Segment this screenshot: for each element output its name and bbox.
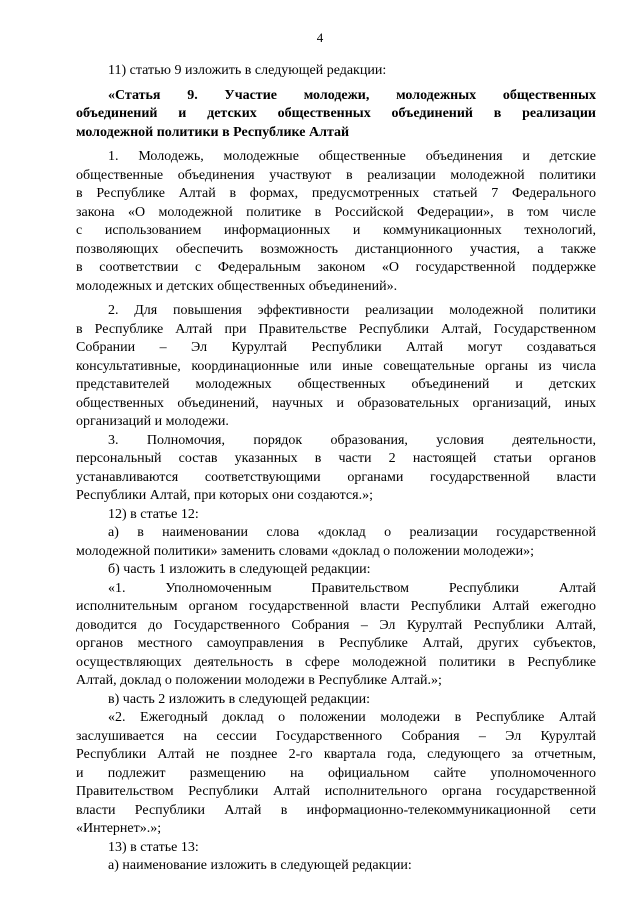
text-line: устанавливаются соответствующими органами государственной власти — [76, 469, 596, 485]
text-line: «Интернет».»; — [76, 821, 162, 836]
text-line: в) часть 2 изложить в следующей редакции: — [108, 691, 371, 707]
text-line: осуществляющих деятельность в сфере молодежной политики в Республике — [76, 654, 596, 670]
text-line: 1. Молодежь, молодежные общественные объединения и детские — [108, 149, 596, 164]
text-line: а) наименование изложить в следующей редакции: — [108, 858, 412, 873]
page-number: 4 — [316, 30, 324, 45]
text-line: Республики Алтай, при которых они создаются.»; — [76, 488, 373, 503]
text-line: в Республике Алтай при Правительстве Республики Алтай, Государственном — [76, 321, 596, 337]
text-line: доводится до Государственного Собрания – Эл Курултай Республики Алтай, — [76, 617, 596, 633]
text-line: молодежной политики в Республике Алтай — [76, 124, 350, 140]
text-line: в Республике Алтай в формах, предусмотренных статьей 7 Федерального — [76, 186, 596, 201]
text-line: Алтай, доклад о положении молодежи в Республике Алтай.»; — [76, 673, 442, 688]
text-line: организаций и молодежи. — [76, 414, 229, 429]
text-line: «1. Уполномоченным Правительством Республики Алтай — [108, 580, 596, 596]
text-line: «Статья 9. Участие молодежи, молодежных общественных — [108, 87, 596, 103]
text-line: закона «О молодежной политике в Российской Федерации», в том числе — [76, 204, 596, 220]
text-line: и подлежит размещению на официальном сайте уполномоченного — [76, 765, 596, 781]
text-line: общественных объединений, научных и образовательных организаций, иных — [76, 395, 596, 411]
text-line: 3. Полномочия, порядок образования, условия деятельности, — [108, 432, 596, 448]
document-body — [76, 62, 596, 876]
text-line: Собрании – Эл Курултай Республики Алтай могут создаваться — [76, 340, 596, 355]
text-line: «2. Ежегодный доклад о положении молодежи в Республике Алтай — [108, 710, 596, 725]
text-line: общественные объединения участвуют в реализации молодежной политики — [76, 167, 596, 183]
text-line: объединений и детских общественных объединений в реализации — [76, 106, 596, 121]
text-line: представителей молодежных общественных объединений и детских — [76, 377, 596, 392]
text-line: позволяющих обеспечить возможность дистанционного участия, а также — [76, 241, 596, 257]
text-line: молодежной политики» заменить словами «доклад о положении молодежи»; — [76, 543, 534, 559]
text-line: 11) статью 9 изложить в следующей редакции: — [108, 63, 387, 78]
text-line: молодежных и детских общественных объединений». — [76, 278, 398, 294]
text-line: 12) в статье 12: — [108, 506, 199, 522]
text-line: а) в наименовании слова «доклад о реализации государственной — [108, 525, 596, 540]
text-line: в соответствии с Федеральным законом «О государственной поддержке — [76, 260, 596, 275]
text-line: персональный состав указанных в части 2 настоящей статьи органов — [76, 451, 596, 466]
text-line: 2. Для повышения эффективности реализации молодежной политики — [108, 303, 596, 318]
text-line: исполнительным органом государственной власти Республики Алтай ежегодно — [76, 599, 596, 614]
text-line: б) часть 1 изложить в следующей редакции: — [108, 562, 371, 577]
text-line: консультативные, координационные или иные совещательные органы из числа — [76, 358, 596, 374]
text-line: Республики Алтай не позднее 2-го квартала года, следующего за отчетным, — [76, 747, 596, 762]
text-line: органов местного самоуправления в Республике Алтай, других субъектов, — [76, 636, 596, 651]
text-line: с использованием информационных и коммуникационных технологий, — [76, 223, 596, 238]
text-line: власти Республики Алтай в информационно-телекоммуникационной сети — [76, 802, 596, 818]
text-line: 13) в статье 13: — [108, 839, 199, 855]
text-line: заслушивается на сессии Государственного Собрания – Эл Курултай — [76, 728, 596, 744]
text-line: Правительством Республики Алтай исполнительного органа государственной — [76, 784, 596, 799]
